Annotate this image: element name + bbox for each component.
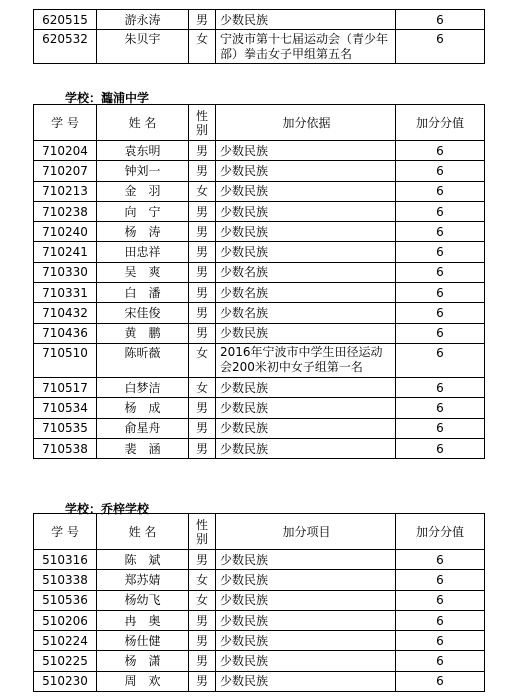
table-yongpu <box>33 104 485 459</box>
cell-student-name: 向 宁 <box>97 201 189 221</box>
cell-student-id: 510230 <box>34 671 97 691</box>
cell-bonus-basis: 少数民族 <box>216 570 396 590</box>
cell-sex: 男 <box>189 671 216 691</box>
col-header-name: 姓 名 <box>97 105 189 141</box>
cell-bonus-basis: 宁波市第十七届运动会（青少年部）拳击女子甲组第五名 <box>216 30 396 64</box>
cell-student-name: 钟刘一 <box>97 161 189 181</box>
score-table-qiaozi <box>33 513 485 692</box>
table-row <box>34 438 485 458</box>
table-row <box>34 570 485 590</box>
table-row <box>34 590 485 610</box>
cell-sex: 男 <box>189 161 216 181</box>
col-header-name: 姓 名 <box>97 514 189 550</box>
table-row <box>34 550 485 570</box>
table-row <box>34 323 485 343</box>
cell-student-name: 游永涛 <box>97 10 189 30</box>
cell-student-id: 710241 <box>34 242 97 262</box>
cell-bonus-points: 6 <box>396 222 485 242</box>
col-header-points: 加分分值 <box>396 105 485 141</box>
cell-bonus-basis: 少数民族 <box>216 377 396 397</box>
table-top-continuation <box>33 9 485 64</box>
cell-bonus-basis: 少数民族 <box>216 201 396 221</box>
cell-student-id: 710213 <box>34 181 97 201</box>
cell-student-id: 710331 <box>34 283 97 303</box>
table-row <box>34 343 485 377</box>
cell-bonus-basis: 少数民族 <box>216 610 396 630</box>
cell-bonus-points: 6 <box>396 418 485 438</box>
cell-student-id: 710330 <box>34 262 97 282</box>
cell-sex: 女 <box>189 570 216 590</box>
cell-sex: 男 <box>189 438 216 458</box>
score-table-yongpu <box>33 104 485 459</box>
cell-student-id: 710535 <box>34 418 97 438</box>
cell-sex: 男 <box>189 262 216 282</box>
cell-sex: 男 <box>189 610 216 630</box>
cell-bonus-basis: 少数名族 <box>216 303 396 323</box>
cell-bonus-basis: 少数民族 <box>216 418 396 438</box>
cell-sex: 男 <box>189 222 216 242</box>
cell-student-id: 710538 <box>34 438 97 458</box>
cell-bonus-basis: 少数民族 <box>216 651 396 671</box>
cell-bonus-points: 6 <box>396 398 485 418</box>
cell-sex: 男 <box>189 10 216 30</box>
cell-sex: 男 <box>189 651 216 671</box>
cell-student-name: 周 欢 <box>97 671 189 691</box>
table-row <box>34 631 485 651</box>
score-table-continuation <box>33 9 485 64</box>
table-row <box>34 398 485 418</box>
cell-sex: 男 <box>189 303 216 323</box>
cell-bonus-basis: 少数民族 <box>216 550 396 570</box>
cell-student-name: 陈 斌 <box>97 550 189 570</box>
cell-bonus-basis: 少数民族 <box>216 242 396 262</box>
cell-student-name: 田忠祥 <box>97 242 189 262</box>
cell-bonus-points: 6 <box>396 438 485 458</box>
cell-bonus-basis: 少数名族 <box>216 283 396 303</box>
cell-bonus-basis: 少数民族 <box>216 438 396 458</box>
cell-bonus-points: 6 <box>396 262 485 282</box>
col-header-sex: 性别 <box>189 514 216 550</box>
school-label-qiaozi: 学校：乔梓学校 <box>65 502 150 516</box>
table-header-row <box>34 105 485 141</box>
cell-student-name: 杨仕健 <box>97 631 189 651</box>
cell-student-id: 510316 <box>34 550 97 570</box>
cell-bonus-basis: 少数民族 <box>216 161 396 181</box>
cell-bonus-basis: 少数民族 <box>216 590 396 610</box>
cell-student-id: 710436 <box>34 323 97 343</box>
cell-sex: 女 <box>189 590 216 610</box>
cell-bonus-points: 6 <box>396 550 485 570</box>
cell-sex: 男 <box>189 201 216 221</box>
cell-sex: 男 <box>189 418 216 438</box>
cell-bonus-points: 6 <box>396 181 485 201</box>
col-header-sex: 性别 <box>189 105 216 141</box>
cell-student-name: 俞星舟 <box>97 418 189 438</box>
table-row <box>34 161 485 181</box>
cell-sex: 女 <box>189 30 216 64</box>
cell-bonus-points: 6 <box>396 590 485 610</box>
cell-bonus-points: 6 <box>396 141 485 161</box>
cell-bonus-basis: 少数名族 <box>216 262 396 282</box>
cell-bonus-points: 6 <box>396 10 485 30</box>
table-row <box>34 201 485 221</box>
cell-student-name: 陈昕薇 <box>97 343 189 377</box>
table-row <box>34 303 485 323</box>
table-row <box>34 141 485 161</box>
cell-bonus-basis: 少数民族 <box>216 631 396 651</box>
cell-bonus-basis: 少数民族 <box>216 181 396 201</box>
cell-student-name: 杨 成 <box>97 398 189 418</box>
cell-student-id: 710207 <box>34 161 97 181</box>
cell-sex: 男 <box>189 283 216 303</box>
cell-sex: 男 <box>189 323 216 343</box>
cell-sex: 男 <box>189 398 216 418</box>
table-qiaozi <box>33 513 485 692</box>
cell-student-id: 510338 <box>34 570 97 590</box>
table-row <box>34 181 485 201</box>
cell-sex: 男 <box>189 550 216 570</box>
cell-sex: 男 <box>189 631 216 651</box>
cell-bonus-points: 6 <box>396 303 485 323</box>
cell-student-id: 510224 <box>34 631 97 651</box>
table-row <box>34 283 485 303</box>
cell-sex: 女 <box>189 377 216 397</box>
cell-student-name: 朱贝宇 <box>97 30 189 64</box>
cell-student-id: 510536 <box>34 590 97 610</box>
cell-student-name: 白 潘 <box>97 283 189 303</box>
cell-student-name: 袁东明 <box>97 141 189 161</box>
cell-bonus-points: 6 <box>396 242 485 262</box>
cell-bonus-points: 6 <box>396 570 485 590</box>
cell-student-id: 620532 <box>34 30 97 64</box>
table-row <box>34 418 485 438</box>
cell-bonus-basis: 少数民族 <box>216 10 396 30</box>
cell-student-id: 710517 <box>34 377 97 397</box>
col-header-basis: 加分依据 <box>216 105 396 141</box>
cell-student-name: 吴 爽 <box>97 262 189 282</box>
cell-bonus-points: 6 <box>396 323 485 343</box>
cell-bonus-points: 6 <box>396 631 485 651</box>
cell-student-name: 杨 涛 <box>97 222 189 242</box>
cell-student-name: 裴 涵 <box>97 438 189 458</box>
cell-bonus-points: 6 <box>396 30 485 64</box>
table-row <box>34 671 485 691</box>
table-row <box>34 610 485 630</box>
cell-student-id: 510206 <box>34 610 97 630</box>
cell-student-name: 黄 鹏 <box>97 323 189 343</box>
cell-sex: 女 <box>189 181 216 201</box>
cell-student-id: 620515 <box>34 10 97 30</box>
cell-bonus-points: 6 <box>396 610 485 630</box>
table-row <box>34 262 485 282</box>
table-row <box>34 242 485 262</box>
table-row <box>34 377 485 397</box>
cell-sex: 男 <box>189 141 216 161</box>
cell-student-id: 510225 <box>34 651 97 671</box>
table-row <box>34 222 485 242</box>
cell-student-name: 白梦洁 <box>97 377 189 397</box>
cell-bonus-basis: 少数民族 <box>216 141 396 161</box>
cell-student-id: 710534 <box>34 398 97 418</box>
cell-bonus-points: 6 <box>396 377 485 397</box>
cell-bonus-basis: 少数民族 <box>216 323 396 343</box>
cell-student-name: 金 羽 <box>97 181 189 201</box>
school-label-yongpu: 学校：瀶浦中学 <box>65 91 150 105</box>
col-header-item: 加分项目 <box>216 514 396 550</box>
col-header-id: 学 号 <box>34 514 97 550</box>
cell-student-id: 710204 <box>34 141 97 161</box>
cell-bonus-basis: 少数民族 <box>216 222 396 242</box>
cell-bonus-points: 6 <box>396 201 485 221</box>
cell-student-id: 710510 <box>34 343 97 377</box>
cell-sex: 女 <box>189 343 216 377</box>
cell-student-name: 郑苏婧 <box>97 570 189 590</box>
cell-bonus-points: 6 <box>396 651 485 671</box>
cell-student-name: 杨 潇 <box>97 651 189 671</box>
cell-sex: 男 <box>189 242 216 262</box>
cell-bonus-basis: 2016年宁波市中学生田径运动会200米初中女子组第一名 <box>216 343 396 377</box>
cell-bonus-basis: 少数民族 <box>216 398 396 418</box>
cell-student-name: 冉 奥 <box>97 610 189 630</box>
cell-bonus-points: 6 <box>396 283 485 303</box>
cell-bonus-points: 6 <box>396 671 485 691</box>
col-header-id: 学 号 <box>34 105 97 141</box>
table-header-row <box>34 514 485 550</box>
table-row <box>34 10 485 30</box>
cell-student-id: 710238 <box>34 201 97 221</box>
cell-student-name: 宋佳俊 <box>97 303 189 323</box>
cell-student-id: 710240 <box>34 222 97 242</box>
cell-bonus-basis: 少数民族 <box>216 671 396 691</box>
table-row <box>34 30 485 64</box>
col-header-points: 加分分值 <box>396 514 485 550</box>
cell-student-id: 710432 <box>34 303 97 323</box>
cell-bonus-points: 6 <box>396 161 485 181</box>
table-row <box>34 651 485 671</box>
cell-student-name: 杨幼飞 <box>97 590 189 610</box>
cell-bonus-points: 6 <box>396 343 485 377</box>
